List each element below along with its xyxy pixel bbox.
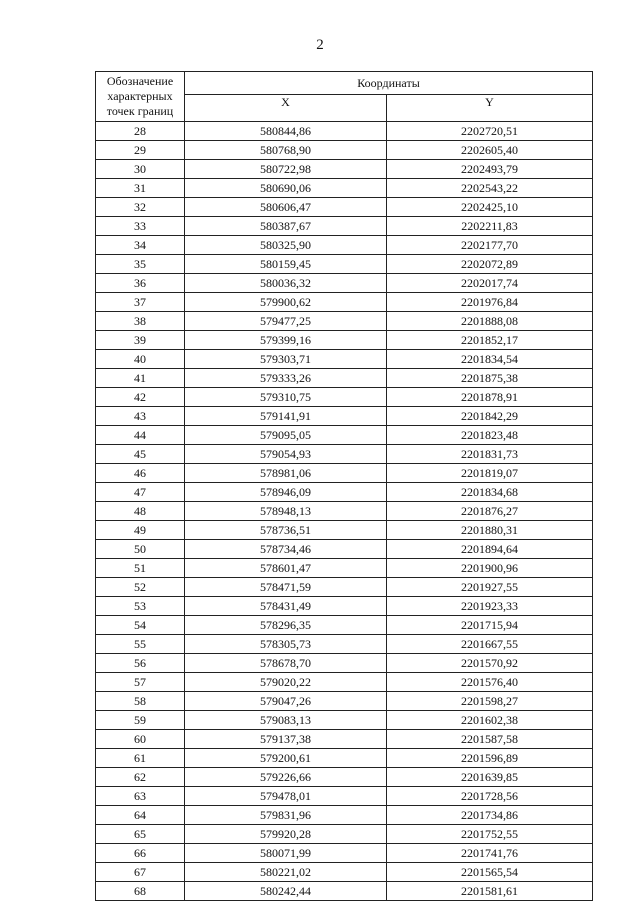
y-coordinate-cell: 2201894,64 bbox=[387, 540, 593, 559]
x-coordinate-cell: 580387,67 bbox=[185, 217, 387, 236]
coordinates-header: Координаты bbox=[185, 72, 593, 95]
x-coordinate-cell: 580325,90 bbox=[185, 236, 387, 255]
y-coordinate-cell: 2201823,48 bbox=[387, 426, 593, 445]
y-coordinate-cell: 2201927,55 bbox=[387, 578, 593, 597]
y-coordinate-cell: 2201880,31 bbox=[387, 521, 593, 540]
y-coordinate-cell: 2201875,38 bbox=[387, 369, 593, 388]
x-coordinate-cell: 578736,51 bbox=[185, 521, 387, 540]
table-row bbox=[96, 578, 593, 597]
table-header-row bbox=[96, 72, 593, 95]
y-coordinate-cell: 2201667,55 bbox=[387, 635, 593, 654]
table-row bbox=[96, 559, 593, 578]
x-coordinate-cell: 579310,75 bbox=[185, 388, 387, 407]
table-row bbox=[96, 274, 593, 293]
point-number-cell: 53 bbox=[96, 597, 185, 616]
y-coordinate-cell: 2201842,29 bbox=[387, 407, 593, 426]
point-number-cell: 31 bbox=[96, 179, 185, 198]
point-number-cell: 43 bbox=[96, 407, 185, 426]
point-number-cell: 48 bbox=[96, 502, 185, 521]
point-number-cell: 61 bbox=[96, 749, 185, 768]
point-number-cell: 59 bbox=[96, 711, 185, 730]
table-row bbox=[96, 673, 593, 692]
point-number-cell: 30 bbox=[96, 160, 185, 179]
y-coordinate-cell: 2201819,07 bbox=[387, 464, 593, 483]
point-number-cell: 37 bbox=[96, 293, 185, 312]
x-coordinate-cell: 579333,26 bbox=[185, 369, 387, 388]
x-coordinate-cell: 580071,99 bbox=[185, 844, 387, 863]
y-coordinate-cell: 2201834,68 bbox=[387, 483, 593, 502]
point-number-cell: 51 bbox=[96, 559, 185, 578]
y-coordinate-cell: 2201602,38 bbox=[387, 711, 593, 730]
point-number-cell: 47 bbox=[96, 483, 185, 502]
table-row bbox=[96, 236, 593, 255]
y-coordinate-cell: 2201639,85 bbox=[387, 768, 593, 787]
y-coordinate-cell: 2201596,89 bbox=[387, 749, 593, 768]
y-coordinate-cell: 2201570,92 bbox=[387, 654, 593, 673]
x-coordinate-cell: 579137,38 bbox=[185, 730, 387, 749]
y-coordinate-cell: 2201976,84 bbox=[387, 293, 593, 312]
x-coordinate-cell: 578678,70 bbox=[185, 654, 387, 673]
y-coordinate-cell: 2201878,91 bbox=[387, 388, 593, 407]
y-coordinate-cell: 2201923,33 bbox=[387, 597, 593, 616]
y-coordinate-cell: 2201576,40 bbox=[387, 673, 593, 692]
table-row bbox=[96, 179, 593, 198]
x-coordinate-cell: 579900,62 bbox=[185, 293, 387, 312]
table-row bbox=[96, 768, 593, 787]
point-number-cell: 38 bbox=[96, 312, 185, 331]
x-coordinate-cell: 578981,06 bbox=[185, 464, 387, 483]
table-row bbox=[96, 198, 593, 217]
x-coordinate-cell: 580606,47 bbox=[185, 198, 387, 217]
point-number-cell: 40 bbox=[96, 350, 185, 369]
point-designation-header: Обозначение характерных точек границ bbox=[96, 72, 185, 122]
x-coordinate-cell: 578946,09 bbox=[185, 483, 387, 502]
x-coordinate-cell: 580036,32 bbox=[185, 274, 387, 293]
point-number-cell: 42 bbox=[96, 388, 185, 407]
x-coordinate-cell: 580221,02 bbox=[185, 863, 387, 882]
x-coordinate-cell: 579020,22 bbox=[185, 673, 387, 692]
y-coordinate-cell: 2202177,70 bbox=[387, 236, 593, 255]
x-coordinate-cell: 579200,61 bbox=[185, 749, 387, 768]
table-row bbox=[96, 426, 593, 445]
table-row bbox=[96, 464, 593, 483]
table-row bbox=[96, 407, 593, 426]
x-coordinate-cell: 578431,49 bbox=[185, 597, 387, 616]
table-row bbox=[96, 863, 593, 882]
point-number-cell: 55 bbox=[96, 635, 185, 654]
x-coordinate-cell: 580768,90 bbox=[185, 141, 387, 160]
table-row bbox=[96, 616, 593, 635]
point-number-cell: 45 bbox=[96, 445, 185, 464]
table-row bbox=[96, 312, 593, 331]
y-coordinate-cell: 2202425,10 bbox=[387, 198, 593, 217]
y-coordinate-cell: 2201752,55 bbox=[387, 825, 593, 844]
point-number-cell: 52 bbox=[96, 578, 185, 597]
table-row bbox=[96, 882, 593, 901]
y-coordinate-cell: 2201834,54 bbox=[387, 350, 593, 369]
table-row bbox=[96, 255, 593, 274]
point-number-cell: 28 bbox=[96, 122, 185, 141]
x-coordinate-cell: 579478,01 bbox=[185, 787, 387, 806]
table-row bbox=[96, 711, 593, 730]
x-column-header: X bbox=[185, 95, 387, 122]
table-row bbox=[96, 293, 593, 312]
point-number-cell: 32 bbox=[96, 198, 185, 217]
table-row bbox=[96, 369, 593, 388]
point-number-cell: 56 bbox=[96, 654, 185, 673]
y-coordinate-cell: 2201876,27 bbox=[387, 502, 593, 521]
point-number-cell: 66 bbox=[96, 844, 185, 863]
point-number-cell: 54 bbox=[96, 616, 185, 635]
y-coordinate-cell: 2202072,89 bbox=[387, 255, 593, 274]
x-coordinate-cell: 578948,13 bbox=[185, 502, 387, 521]
point-number-cell: 44 bbox=[96, 426, 185, 445]
x-coordinate-cell: 580242,44 bbox=[185, 882, 387, 901]
point-number-cell: 64 bbox=[96, 806, 185, 825]
x-coordinate-cell: 579083,13 bbox=[185, 711, 387, 730]
table-row bbox=[96, 350, 593, 369]
table-row bbox=[96, 806, 593, 825]
table-body bbox=[96, 122, 593, 901]
table-row bbox=[96, 331, 593, 350]
y-column-header: Y bbox=[387, 95, 593, 122]
x-coordinate-cell: 580690,06 bbox=[185, 179, 387, 198]
table-row bbox=[96, 540, 593, 559]
table-row bbox=[96, 122, 593, 141]
y-coordinate-cell: 2201598,27 bbox=[387, 692, 593, 711]
y-coordinate-cell: 2201581,61 bbox=[387, 882, 593, 901]
x-coordinate-cell: 580159,45 bbox=[185, 255, 387, 274]
point-number-cell: 29 bbox=[96, 141, 185, 160]
y-coordinate-cell: 2201831,73 bbox=[387, 445, 593, 464]
point-number-cell: 68 bbox=[96, 882, 185, 901]
table-row bbox=[96, 388, 593, 407]
x-coordinate-cell: 579226,66 bbox=[185, 768, 387, 787]
x-coordinate-cell: 579141,91 bbox=[185, 407, 387, 426]
point-number-cell: 34 bbox=[96, 236, 185, 255]
x-coordinate-cell: 579831,96 bbox=[185, 806, 387, 825]
y-coordinate-cell: 2202543,22 bbox=[387, 179, 593, 198]
point-number-cell: 41 bbox=[96, 369, 185, 388]
table-row bbox=[96, 844, 593, 863]
y-coordinate-cell: 2201728,56 bbox=[387, 787, 593, 806]
table-row bbox=[96, 654, 593, 673]
x-coordinate-cell: 580844,86 bbox=[185, 122, 387, 141]
x-coordinate-cell: 578601,47 bbox=[185, 559, 387, 578]
point-number-cell: 46 bbox=[96, 464, 185, 483]
table-row bbox=[96, 692, 593, 711]
x-coordinate-cell: 578471,59 bbox=[185, 578, 387, 597]
y-coordinate-cell: 2202017,74 bbox=[387, 274, 593, 293]
point-number-cell: 65 bbox=[96, 825, 185, 844]
point-number-cell: 39 bbox=[96, 331, 185, 350]
y-coordinate-cell: 2201587,58 bbox=[387, 730, 593, 749]
point-number-cell: 33 bbox=[96, 217, 185, 236]
table-row bbox=[96, 483, 593, 502]
y-coordinate-cell: 2202605,40 bbox=[387, 141, 593, 160]
x-coordinate-cell: 579095,05 bbox=[185, 426, 387, 445]
point-number-cell: 35 bbox=[96, 255, 185, 274]
table-row bbox=[96, 635, 593, 654]
x-coordinate-cell: 579054,93 bbox=[185, 445, 387, 464]
x-coordinate-cell: 578734,46 bbox=[185, 540, 387, 559]
y-coordinate-cell: 2202720,51 bbox=[387, 122, 593, 141]
table-row bbox=[96, 730, 593, 749]
point-number-cell: 63 bbox=[96, 787, 185, 806]
table-row bbox=[96, 141, 593, 160]
y-coordinate-cell: 2202493,79 bbox=[387, 160, 593, 179]
point-number-cell: 58 bbox=[96, 692, 185, 711]
point-number-cell: 67 bbox=[96, 863, 185, 882]
x-coordinate-cell: 580722,98 bbox=[185, 160, 387, 179]
point-number-cell: 60 bbox=[96, 730, 185, 749]
x-coordinate-cell: 578296,35 bbox=[185, 616, 387, 635]
x-coordinate-cell: 579303,71 bbox=[185, 350, 387, 369]
x-coordinate-cell: 579477,25 bbox=[185, 312, 387, 331]
y-coordinate-cell: 2201888,08 bbox=[387, 312, 593, 331]
x-coordinate-cell: 579920,28 bbox=[185, 825, 387, 844]
table-row bbox=[96, 521, 593, 540]
point-number-cell: 62 bbox=[96, 768, 185, 787]
y-coordinate-cell: 2201741,76 bbox=[387, 844, 593, 863]
y-coordinate-cell: 2201900,96 bbox=[387, 559, 593, 578]
y-coordinate-cell: 2201715,94 bbox=[387, 616, 593, 635]
x-coordinate-cell: 578305,73 bbox=[185, 635, 387, 654]
table-row bbox=[96, 787, 593, 806]
y-coordinate-cell: 2202211,83 bbox=[387, 217, 593, 236]
point-number-cell: 57 bbox=[96, 673, 185, 692]
y-coordinate-cell: 2201852,17 bbox=[387, 331, 593, 350]
table-row bbox=[96, 217, 593, 236]
y-coordinate-cell: 2201565,54 bbox=[387, 863, 593, 882]
point-number-cell: 49 bbox=[96, 521, 185, 540]
point-number-cell: 36 bbox=[96, 274, 185, 293]
table-row bbox=[96, 502, 593, 521]
table-row bbox=[96, 749, 593, 768]
table-row bbox=[96, 160, 593, 179]
y-coordinate-cell: 2201734,86 bbox=[387, 806, 593, 825]
x-coordinate-cell: 579399,16 bbox=[185, 331, 387, 350]
table-row bbox=[96, 445, 593, 464]
x-coordinate-cell: 579047,26 bbox=[185, 692, 387, 711]
page-number: 2 bbox=[316, 37, 324, 53]
point-number-cell: 50 bbox=[96, 540, 185, 559]
coordinates-table bbox=[95, 71, 593, 901]
table-row bbox=[96, 597, 593, 616]
table-row bbox=[96, 825, 593, 844]
